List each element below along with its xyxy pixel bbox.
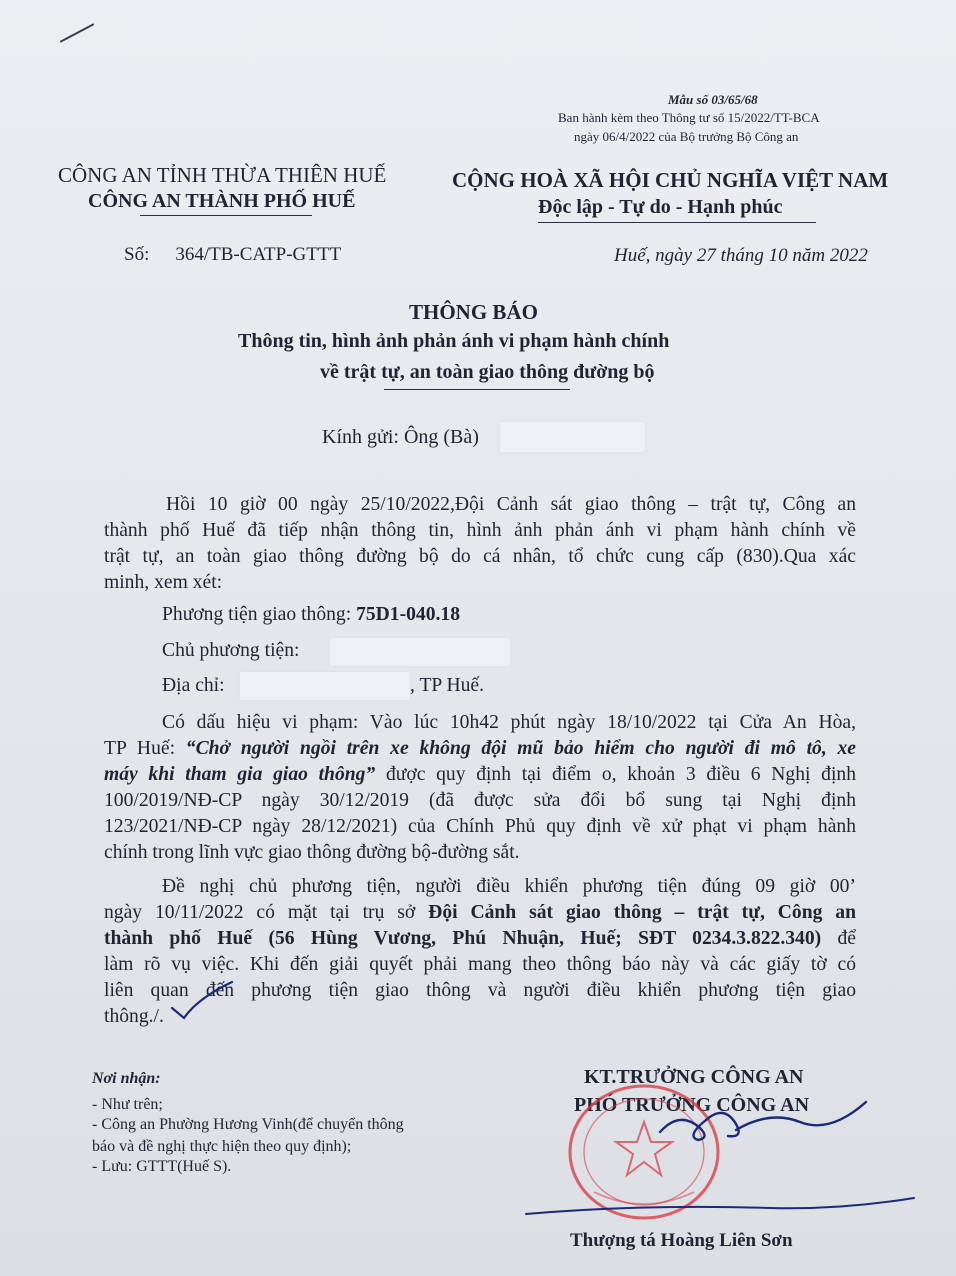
agency-parent: CÔNG AN TỈNH THỪA THIÊN HUẾ (58, 163, 387, 187)
vehicle-row (162, 604, 460, 626)
document-number (124, 244, 341, 266)
violation-quote-part-2: máy khi tham gia giao thông” (104, 764, 376, 785)
violation-line-3 (104, 762, 856, 788)
request-line-2 (104, 900, 856, 926)
request-line-3 (104, 926, 856, 952)
request-office-part-2: thành phố Huế (56 Hùng Vương, Phú Nhuận, Huế; SĐT 0234.3.822.340) (104, 928, 822, 949)
violation-quote-part-1: “Chở người ngồi trên xe không đội mũ bảo hiểm cho người đi mô tô, xe (185, 738, 856, 759)
request-line-1: Đề nghị chủ phương tiện, người điều khiển phương tiện đúng 09 giờ 00’ (162, 876, 856, 897)
recipients-title: Nơi nhận: (92, 1070, 161, 1087)
signer-title-2: PHÓ TRƯỞNG CÔNG AN (574, 1094, 810, 1116)
form-date-line: ngày 06/4/2022 của Bộ trưởng Bộ Công an (574, 129, 799, 144)
document-subtitle-1: Thông tin, hình ảnh phản ánh vi phạm hành chính (238, 330, 670, 352)
recipient-item-2: - Công an Phường Hương Vinh(để chuyển thông (92, 1116, 404, 1133)
request-purpose-start: để (837, 928, 856, 949)
body-p1-line-4: minh, xem xét: (104, 572, 223, 593)
recipient-item-3: báo và đề nghị thực hiện theo quy định); (92, 1138, 352, 1155)
signer-name: Thượng tá Hoàng Liên Sơn (570, 1230, 793, 1251)
title-underline (384, 389, 570, 390)
violation-line-6: chính trong lĩnh vực giao thông đường bộ-đường sắt. (104, 842, 520, 863)
violation-line-1: Có dấu hiệu vi phạm: Vào lúc 10h42 phút ngày 18/10/2022 tại Cửa An Hòa, (162, 712, 856, 733)
violation-regulation: được quy định tại điểm o, khoản 3 điều 6 Nghị định (385, 764, 856, 785)
request-time-place: ngày 10/11/2022 có mặt tại trụ sở (104, 902, 429, 923)
address-suffix: , TP Huế. (410, 675, 485, 696)
motto-underline (538, 222, 816, 223)
owner-label: Chủ phương tiện: (162, 640, 300, 661)
agency-name: CÔNG AN THÀNH PHỐ HUẾ (88, 190, 356, 212)
form-number: Mẫu số 03/65/68 (668, 92, 758, 107)
place-date: Huế, ngày 27 tháng 10 năm 2022 (614, 245, 868, 266)
form-issued-line: Ban hành kèm theo Thông tư số 15/2022/TT-BCA (558, 110, 820, 125)
vehicle-plate: 75D1-040.18 (356, 604, 461, 625)
republic-name: CỘNG HOÀ XÃ HỘI CHỦ NGHĨA VIỆT NAM (452, 168, 889, 192)
redacted-owner (330, 638, 510, 666)
request-line-6: thông./. (104, 1006, 164, 1027)
recipient-item-4: - Lưu: GTTT(Huế S). (92, 1158, 232, 1175)
signature-line-stroke (520, 1190, 920, 1230)
body-p1-line-1: Hồi 10 giờ 00 ngày 25/10/2022,Đội Cảnh sát giao thông – trật tự, Công an (166, 494, 856, 515)
body-p1-line-2: thành phố Huế đã tiếp nhận thông tin, hình ảnh phản ánh vi phạm hành chính về (104, 520, 856, 541)
ink-checkmark (168, 978, 238, 1023)
document-number-value: 364/TB-CATP-GTTT (175, 244, 342, 265)
violation-line-2 (104, 736, 856, 762)
redacted-address (240, 672, 410, 700)
document-subtitle-2: về trật tự, an toàn giao thông đường bộ (320, 361, 655, 383)
recipient-item-1: - Như trên; (92, 1096, 163, 1113)
violation-line-5: 123/2021/NĐ-CP ngày 28/12/2021) của Chính Phủ quy định về xử phạt vi phạm hành (104, 816, 856, 837)
address-label: Địa chỉ: (162, 675, 225, 696)
request-office-part-1: Đội Cảnh sát giao thông – trật tự, Công an (428, 902, 856, 923)
handwritten-signature (640, 1080, 880, 1150)
vehicle-label: Phương tiện giao thông: (162, 604, 352, 625)
pen-stroke-mark (60, 23, 94, 43)
redacted-recipient-name (500, 422, 645, 452)
document-title: THÔNG BÁO (409, 300, 538, 324)
request-line-4: làm rõ vụ việc. Khi đến giải quyết phải mang theo thông báo này và các giấy tờ có (104, 954, 856, 975)
body-p1-line-3: trật tự, an toàn giao thông đường bộ do cá nhân, tổ chức cung cấp (830).Qua xác (104, 546, 856, 567)
document-number-label: Số: (124, 244, 150, 265)
agency-underline (140, 215, 312, 216)
signer-title-1: KT.TRƯỞNG CÔNG AN (584, 1066, 804, 1088)
request-line-5: liên quan đến phương tiện giao thông và người điều khiển phương tiện giao (104, 980, 856, 1001)
violation-place: TP Huế: (104, 738, 186, 759)
violation-line-4: 100/2019/NĐ-CP ngày 30/12/2019 (đã được sửa đổi bổ sung tại Nghị định (104, 790, 856, 811)
greeting: Kính gửi: Ông (Bà) (322, 426, 479, 448)
republic-motto: Độc lập - Tự do - Hạnh phúc (538, 196, 783, 218)
